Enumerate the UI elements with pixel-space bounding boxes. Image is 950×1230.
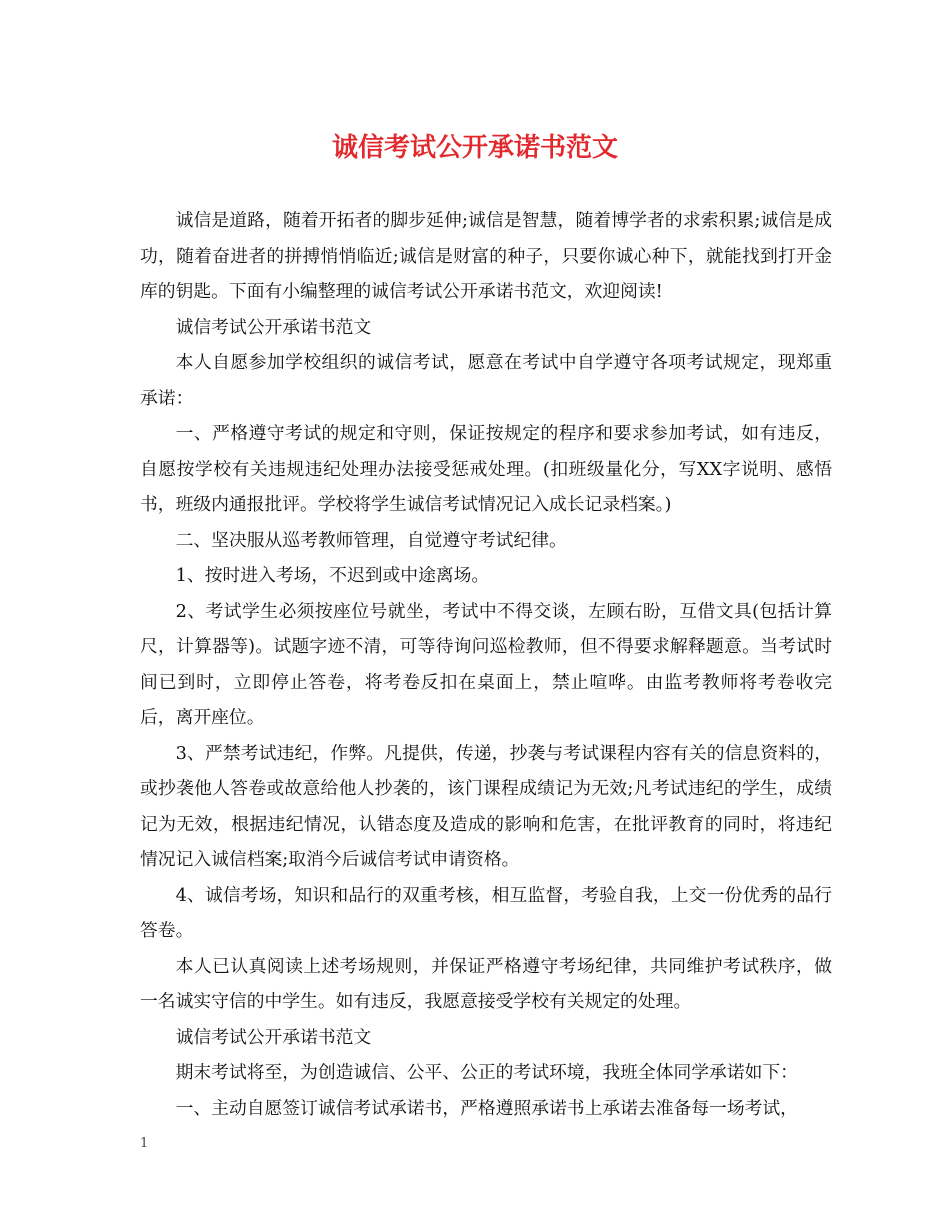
list-item: 2、考试学生必须按座位号就坐，考试中不得交谈，左顾右盼，互借文具(包括计算尺，计算器等)。试题字迹不清，可等待询问巡检教师，但不得要求解释题意。当考试时间已到时，立即停止答卷，将考卷反扣在桌面上，禁止喧哗。由监考教师将考卷收完后，离开座位。 (140, 600, 832, 728)
section-heading: 诚信考试公开承诺书范文 (175, 316, 372, 338)
document-title: 诚信考试公开承诺书范文 (331, 133, 618, 163)
list-item: 3、严禁考试违纪，作弊。凡提供，传递，抄袭与考试课程内容有关的信息资料的，或抄袭他人答卷或故意给他人抄袭的，该门课程成绩记为无效;凡考试违纪的学生，成绩记为无效，根据违纪情况，认错态度及造成的影响和危害，在批评教育的同时，将违纪情况记入诚信档案;取消今后诚信考试申请资格。 (140, 742, 832, 870)
paragraph: 一、主动自愿签订诚信考试承诺书，严格遵照承诺书上承诺去准备每一场考试， (175, 1097, 798, 1119)
list-item: 1、按时进入考场，不迟到或中途离场。 (175, 565, 490, 586)
paragraph: 一、严格遵守考试的规定和守则，保证按规定的程序和要求参加考试，如有违反，自愿按学校有关违规违纪处理办法接受惩戒处理。(扣班级量化分，写XX字说明、感悟书，班级内通报批评。学校将学生诚信考试情况记入成长记录档案。) (140, 423, 832, 515)
section-heading: 诚信考试公开承诺书范文 (175, 1026, 372, 1048)
document-body (140, 203, 832, 1126)
paragraph: 二、坚决服从巡考教师管理，自觉遵守考试纪律。 (175, 529, 567, 551)
list-item: 4、诚信考场，知识和品行的双重考核，相互监督，考验自我，上交一份优秀的品行答卷。 (140, 884, 832, 941)
paragraph: 本人已认真阅读上述考场规则，并保证严格遵守考场纪律，共同维护考试秩序，做一名诚实守信的中学生。如有违反，我愿意接受学校有关规定的处理。 (140, 955, 832, 1012)
paragraph: 本人自愿参加学校组织的诚信考试，愿意在考试中自学遵守各项考试规定，现郑重承诺： (140, 352, 832, 409)
intro-paragraph: 诚信是道路，随着开拓者的脚步延伸;诚信是智慧，随着博学者的求索积累;诚信是成功，随着奋进者的拼搏悄悄临近;诚信是财富的种子，只要你诚心种下，就能找到打开金库的钥匙。下面有小编整理的诚信考试公开承诺书范文，欢迎阅读! (140, 210, 832, 302)
page-number: 1 (140, 1136, 149, 1151)
paragraph: 期末考试将至，为创造诚信、公平、公正的考试环境，我班全体同学承诺如下： (175, 1062, 798, 1083)
